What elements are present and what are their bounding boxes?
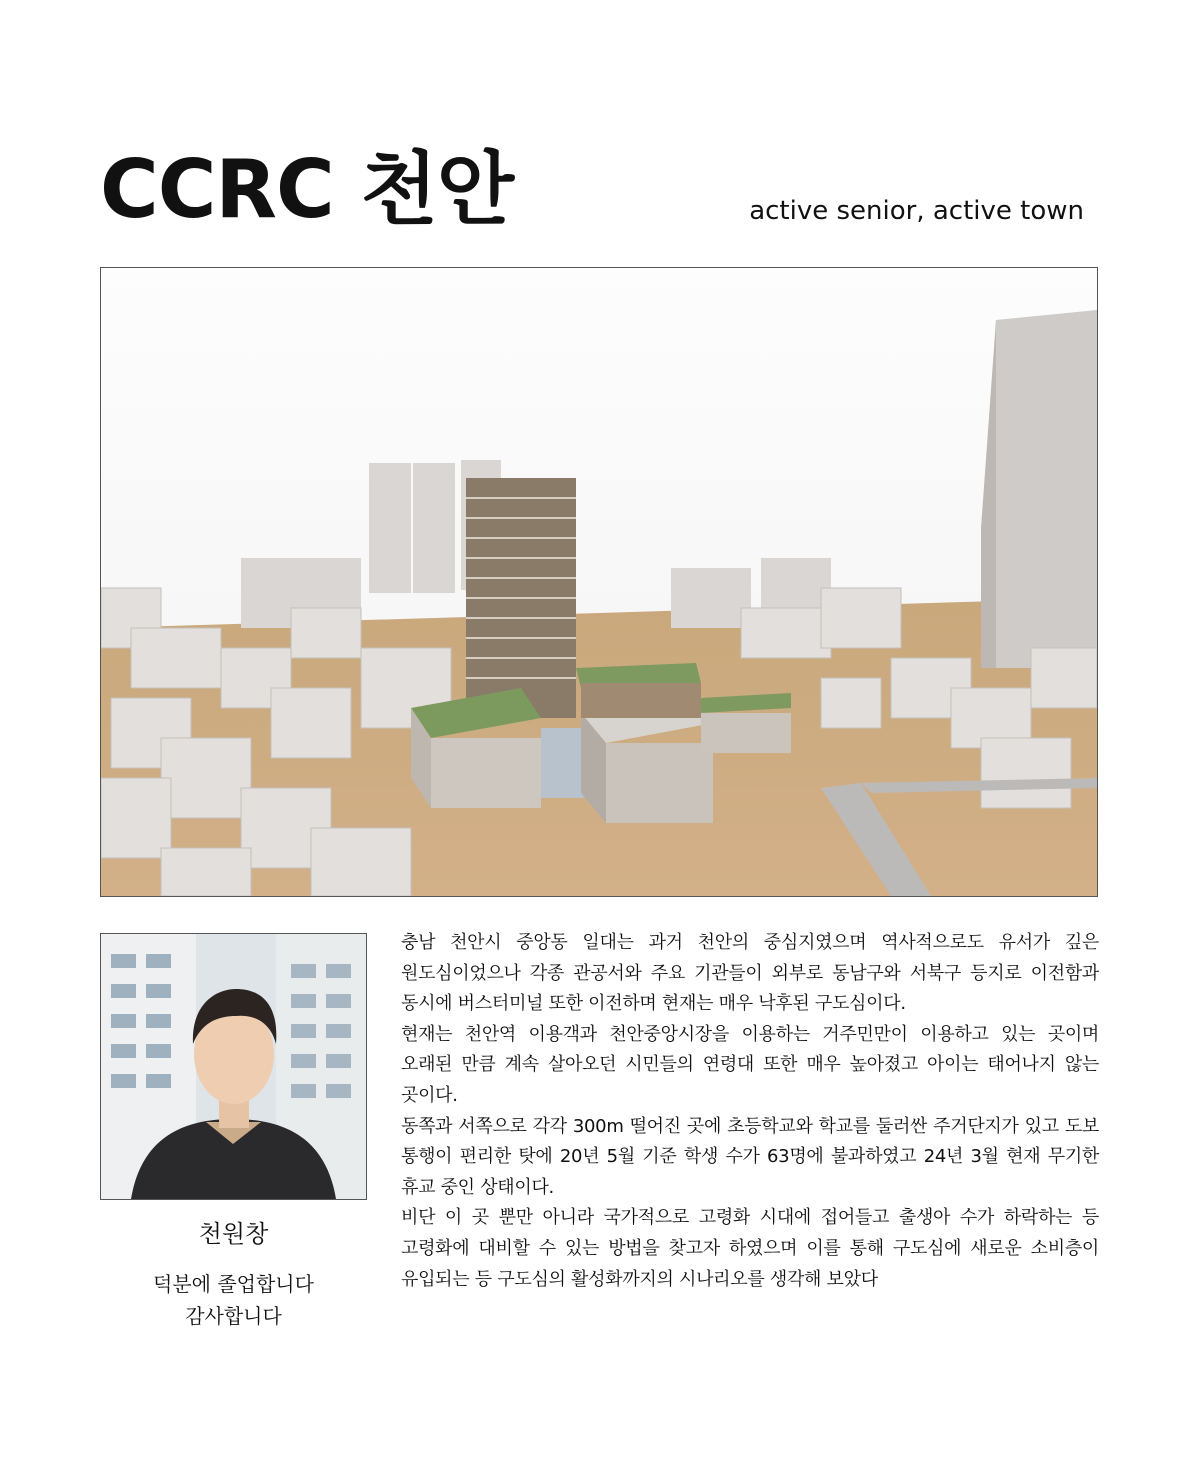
description-paragraph: 충남 천안시 중앙동 일대는 과거 천안의 중심지였으며 역사적으로도 유서가 깊은 원도심이었으나 각종 관공서와 주요 기관들이 외부로 동남구와 서북구 등지로 이전함과 동시에 버스터미널 또한 이전하며 현재는 매우 낙후된 구도심이다.	[401, 932, 1099, 1015]
description-paragraph: 비단 이 곳 뿐만 아니라 국가적으로 고령화 시대에 접어들고 출생아 수가 하락하는 등 고령화에 대비할 수 있는 방법을 찾고자 하였으며 이를 통해 구도심에 새로운 소비층이 유입되는 등 구도심의 활성화까지의 시나리오를 생각해 보았다	[401, 1207, 1099, 1290]
description-paragraph: 동쪽과 서쪽으로 각각 300m 떨어진 곳에 초등학교와 학교를 둘러싼 주거단지가 있고 도보 통행이 편리한 탓에 20년 5월 기준 학생 수가 63명에 불과하였고 24년 3월 현재 무기한 휴교 중인 상태이다.	[401, 1115, 1099, 1198]
project-description	[401, 928, 1099, 1295]
page-subtitle: active senior, active town	[749, 196, 1084, 226]
thanks-line-1: 덕분에 졸업합니다	[153, 1272, 314, 1296]
description-paragraph: 현재는 천안역 이용객과 천안중앙시장을 이용하는 거주민만이 이용하고 있는 곳이며 오래된 만큼 계속 살아오던 시민들의 연령대 또한 매우 높아졌고 아이는 태어나지 않는 곳이다.	[401, 1023, 1099, 1106]
author-portrait-photo	[100, 933, 367, 1200]
author-name: 천원창	[198, 1220, 269, 1248]
architecture-rendering-image	[100, 267, 1098, 897]
thanks-line-2: 감사합니다	[185, 1304, 282, 1328]
author-thanks	[100, 1268, 367, 1332]
page-title: CCRC 천안	[100, 143, 514, 236]
